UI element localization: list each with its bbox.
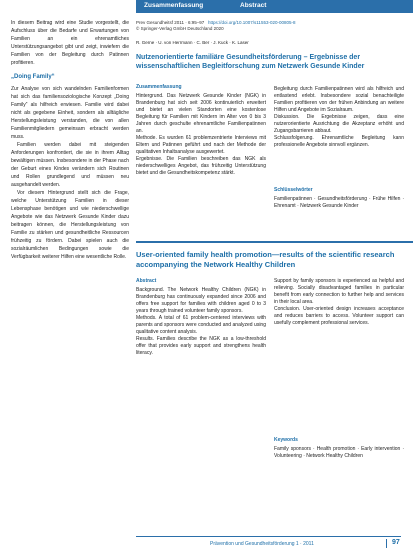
english-keywords-heading: Keywords xyxy=(274,437,298,443)
page-number: 97 xyxy=(392,539,400,546)
abstract-paragraph: Diskussion. Die Ergebnisse zeigen, dass eine nutzerorientierte Ausrichtung die Akzeptanz erhöht und Zugangsbarrieren abbaut. xyxy=(274,114,404,134)
english-keywords: Family sponsors · Health promotion · Early intervention · Volunteering · Network Healthy Children xyxy=(274,446,404,459)
left-column-text xyxy=(11,19,129,539)
left-paragraph: Vor diesem Hintergrund stellt sich die Frage, welche Unterstützung Familien in dieser Lebensphase benötigen und wie niederschwellige Angebote wie das Netzwerk Gesunde Kinder dazu beitragen können, die Herstellungsleistung von Familie zu stärken und gesundheitliche Ressourcen frühzeitig zu fördern. Dabei spielen auch die sozialräumlichen Bedingungen sowie die Verfügbarkeit weiterer Hilfen eine wesentliche Rolle. xyxy=(11,190,129,260)
abstract-paragraph: Background. The Network Healthy Children (NGK) in Brandenburg has continuously expanded since 2006 and offers free support for families with children aged 0 to 3 years through trained volunteer family sponsors. xyxy=(136,287,266,314)
abstract-paragraph: Results. Families describe the NGK as a low-threshold offer that provides early support and strengthens health literacy. xyxy=(136,336,266,356)
left-paragraph: Zur Analyse von sich wandelnden Familienformen hat sich das familiensoziologische Konzept „Doing Family“ als hilfreich erwiesen. Familie wird dabei nicht als gegebene Einheit, sondern als alltägliche Herstellungsleistung verstanden, die von allen Familienmitgliedern gemeinsam erbracht werden muss. xyxy=(11,86,129,140)
divider xyxy=(136,241,413,243)
citation-block xyxy=(136,20,406,32)
section-heading: „Doing Family“ xyxy=(11,74,55,80)
banner-abstract-label: Abstract xyxy=(240,2,267,9)
abstract-paragraph: Conclusion. User-oriented design increases acceptance and reduces barriers to access. Volunteer support can usefully complement professional services. xyxy=(274,306,404,326)
abstract-paragraph: Schlussfolgerung. Ehrenamtliche Begleitung kann professionelle Angebote sinnvoll ergänzen. xyxy=(274,135,404,148)
footer-rule xyxy=(136,536,401,537)
copyright-line: © Springer-Verlag GmbH Deutschland 2020 xyxy=(136,26,224,31)
doi-link[interactable]: https://doi.org/10.1007/s11553-020-00805-8 xyxy=(207,20,296,25)
english-title: User-oriented family health promotion—results of the scientific research accompanying the Network Healthy Children xyxy=(136,250,395,269)
german-keywords: Familienpatinnen · Gesundheitsförderung · Frühe Hilfen · Ehrenamt · Netzwerk Gesunde Kinder xyxy=(274,196,404,209)
left-paragraph: Familien werden dabei mit steigenden Anforderungen konfrontiert, die sie in ihrem Alltag bewältigen müssen. Insbesondere in der Phase nach der Geburt eines Kindes verändern sich Routinen und Rollen grundlegend und müssen neu ausgehandelt werden. xyxy=(11,142,129,188)
journal-citation: Prev Gesundheitsf 2011 · 6:95–97 xyxy=(136,20,205,25)
german-abstract-right xyxy=(274,86,404,181)
abstract-paragraph: Ergebnisse. Die Familien beschreiben das NGK als niederschwelliges Angebot, das frühzeitig Unterstützung bietet und die Gesundheitskompetenz stärkt. xyxy=(136,156,266,176)
german-abstract-heading: Zusammenfassung xyxy=(136,84,182,90)
authors: R. Gerne · U. von Herrmann · C. Ber · J. Kuck · K. Laser xyxy=(136,40,249,45)
section-banner xyxy=(136,0,413,13)
german-abstract-left xyxy=(136,93,266,233)
abstract-paragraph: Support by family sponsors is experienced as helpful and relieving. Socially disadvantaged families in particular benefit from early connection to further help and services in their local area. xyxy=(274,278,404,305)
banner-section-label: Zusammenfassung xyxy=(144,2,204,9)
english-abstract-right xyxy=(274,278,404,428)
abstract-paragraph: Begleitung durch Familienpatinnen wird als hilfreich und entlastend erlebt. Insbesondere sozial benachteiligte Familien profitieren von der frühen Anbindung an weitere Hilfen und Angebote im Sozialraum. xyxy=(274,86,404,113)
abstract-paragraph: Hintergrund. Das Netzwerk Gesunde Kinder (NGK) in Brandenburg hat sich seit 2006 kontinuierlich erweitert und bietet an vielen Standorten eine kostenlose Begleitung für Familien mit Kindern im Alter von 0 bis 3 Jahren durch geschulte ehrenamtliche Familienpatinnen an. xyxy=(136,93,266,134)
english-abstract-heading: Abstract xyxy=(136,278,157,284)
german-title: Nutzenorientierte familiäre Gesundheitsförderung – Ergebnisse der wissenschaftlichen Begleitforschung zum Netzwerk Gesunde Kinder xyxy=(136,54,365,70)
left-paragraph: In diesem Beitrag wird eine Studie vorgestellt, die Aufschluss über die Bedarfe und Erwartungen von Familien an ein ehrenamtliches Unterstützungsangebot gibt und zeigt, inwiefern die Familien von der Begleitung durch Patinnen profitieren. xyxy=(11,20,129,66)
german-keywords-heading: Schlüsselwörter xyxy=(274,187,313,193)
english-abstract-left xyxy=(136,287,266,527)
abstract-paragraph: Methode. Es wurden 61 problemzentrierte Interviews mit Eltern und Patinnen geführt und nach der Methode der qualitativen Inhaltsanalyse ausgewertet. xyxy=(136,135,266,155)
footer-separator xyxy=(386,539,387,548)
footer-journal: Prävention und Gesundheitsförderung 1 · 2011 xyxy=(210,541,314,547)
abstract-paragraph: Methods. A total of 61 problem-centered interviews with parents and sponsors were conducted and analyzed using qualitative content analysis. xyxy=(136,315,266,335)
